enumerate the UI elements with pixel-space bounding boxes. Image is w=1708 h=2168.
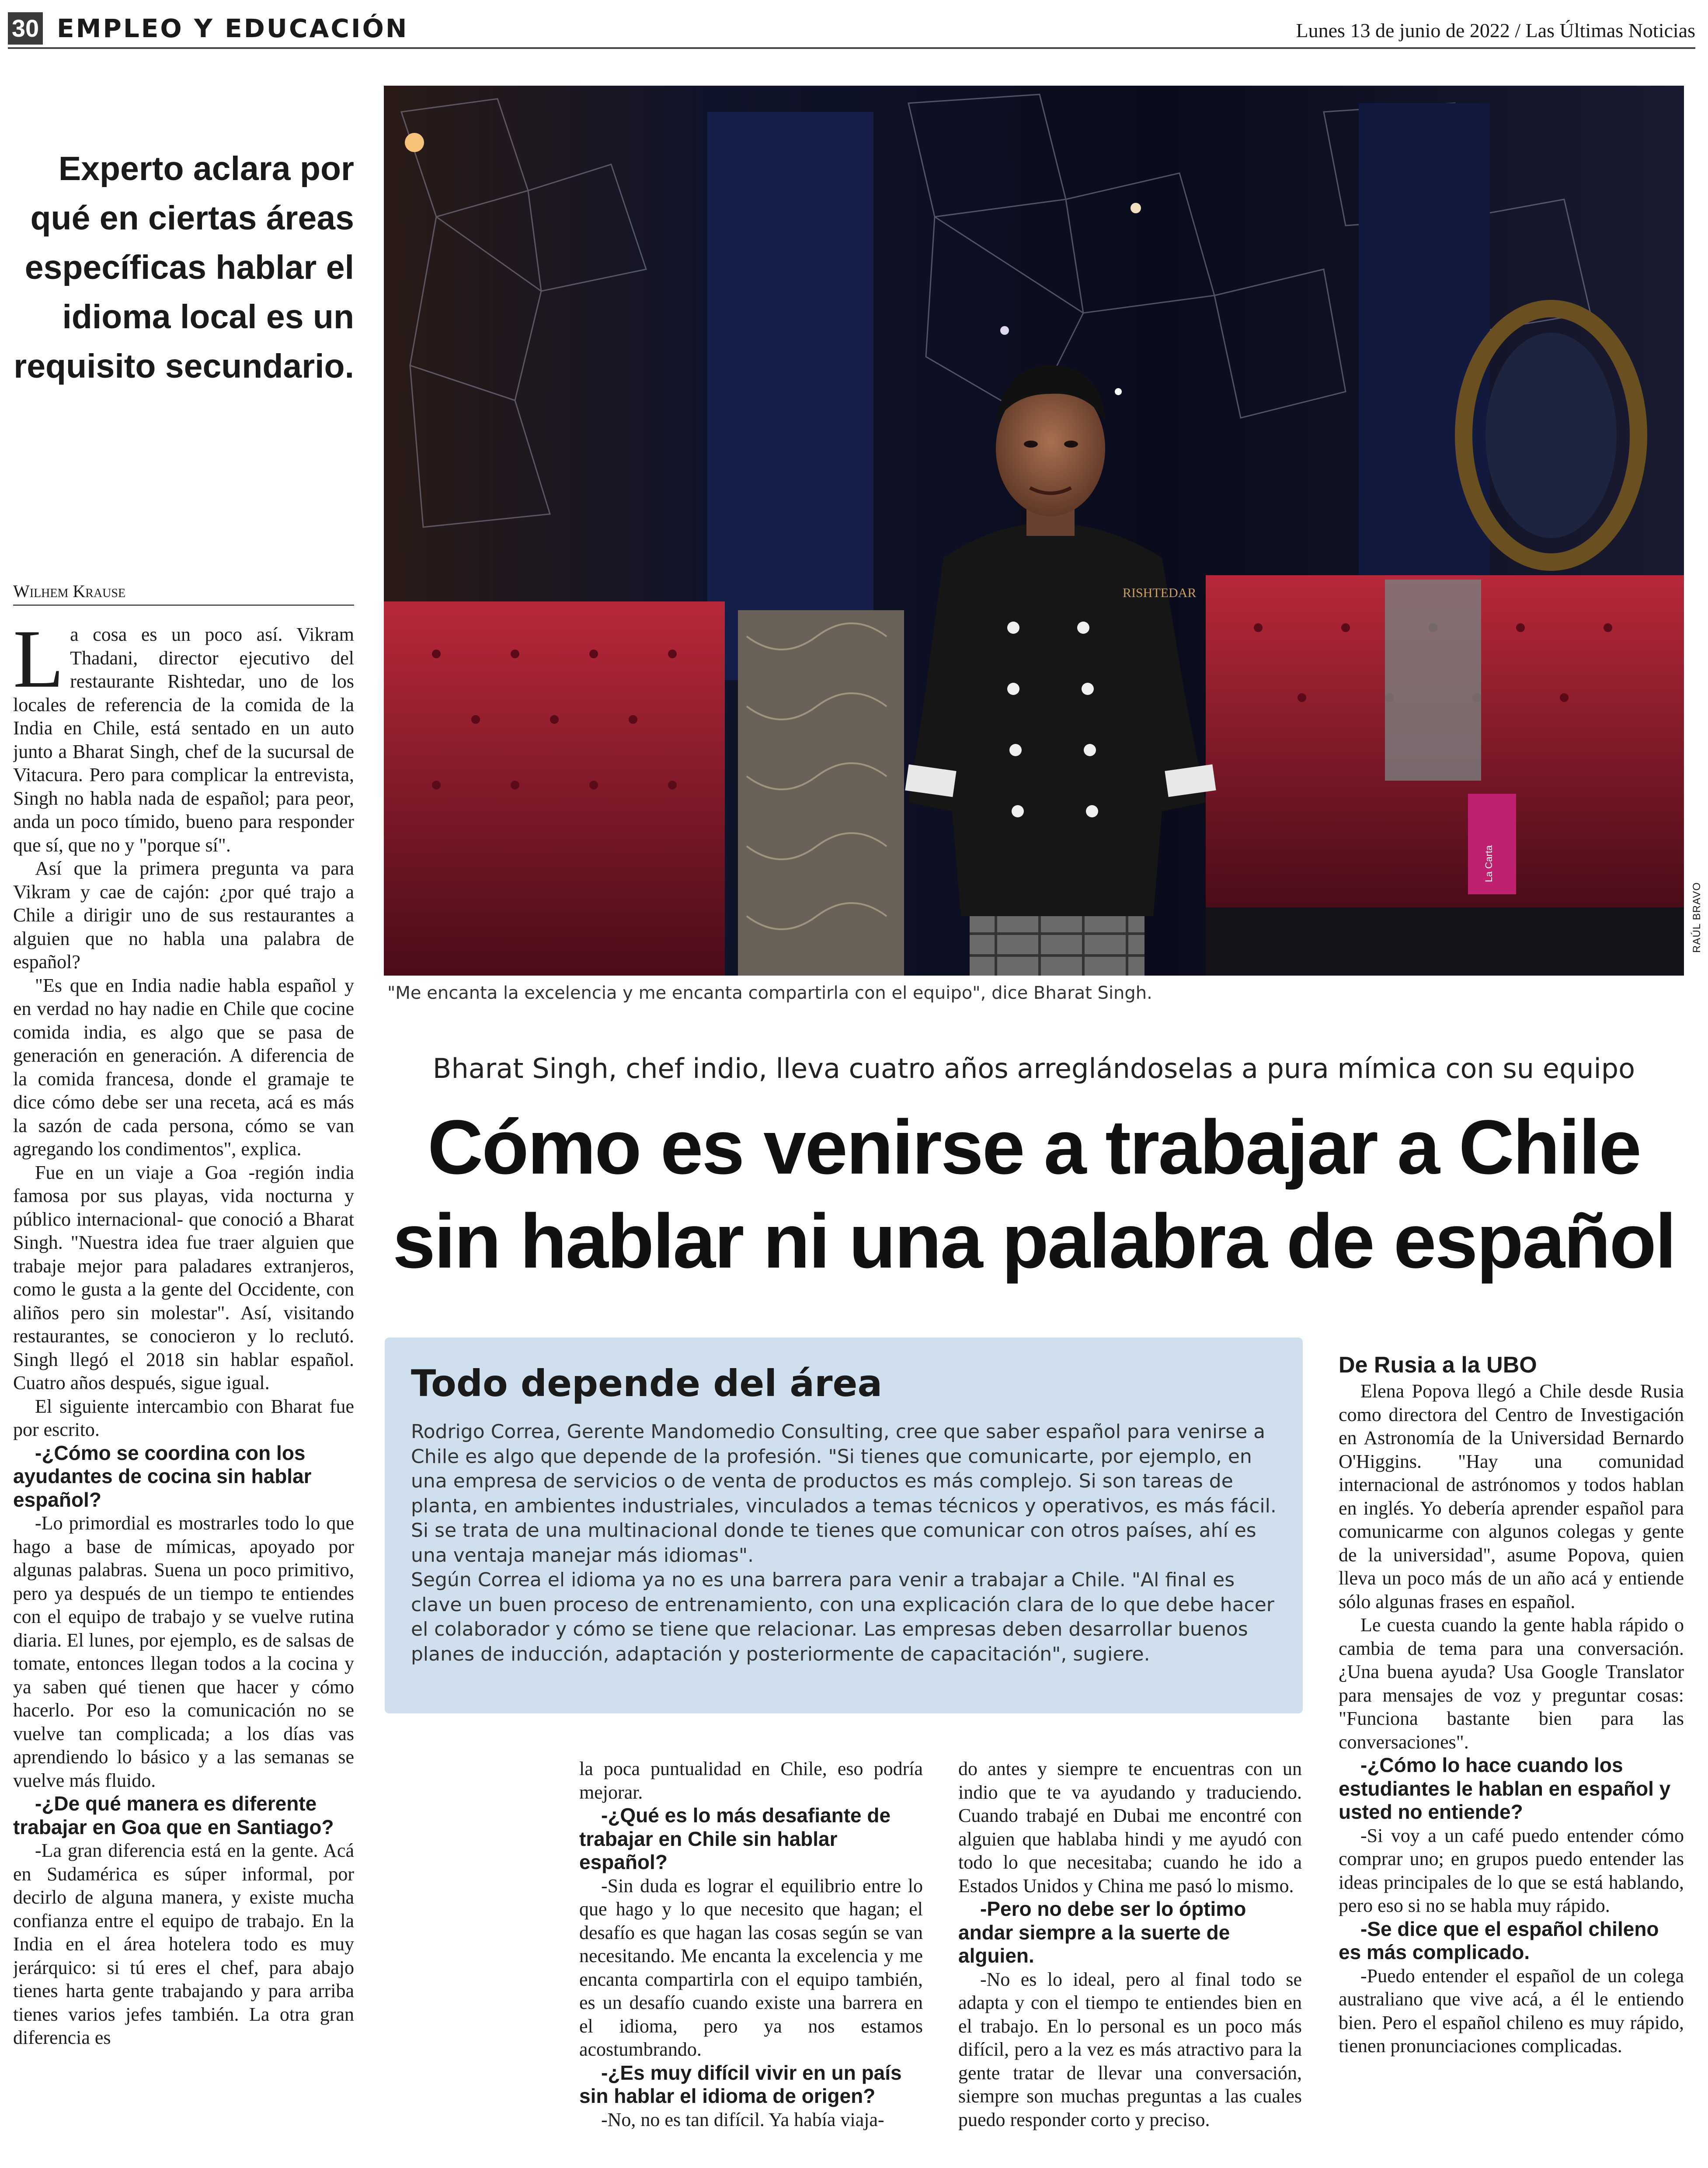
drop-cap: L <box>13 623 64 705</box>
section-title: EMPLEO Y EDUCACIÓN <box>57 14 409 43</box>
col4-paragraph-1: Elena Popova llegó a Chile desde Rusia como directora del Centro de Investigación en Astronomía de la Universidad Bernardo O'Higgins. "Hay una comunidad internacional de astrónomos y todos hablan en inglés. Yo debería aprender español para comunicarme con algunos colegas y gente de la universidad", asume Popova, quien lleva un poco más de un año acá y entiende sólo algunas frases en español. <box>1339 1380 1684 1612</box>
photo-credit: RAÚL BRAVO <box>1691 882 1703 953</box>
menu-stand-text: La Carta <box>1483 845 1494 882</box>
column-4 <box>1339 1351 1684 2164</box>
col1-paragraph-5: El siguiente intercambio con Bharat fue por escrito. <box>13 1395 354 1440</box>
header-rule <box>8 47 1695 49</box>
page-header <box>8 10 1695 48</box>
sidebar-paragraph-1: Rodrigo Correa, Gerente Mandomedio Consulting, cree que saber español para venirse a Chile es algo que depende de la profesión. "Si tienes que comunicarte, por ejemplo, en una empresa de servicios o de venta de productos es más complejo. Si son tareas de planta, en ambientes industriales, vinculados a temas técnicos y operativos, es más fácil. Si se trata de una multinacional donde te tienes que comunicar con otros países, ahí es una ventaja manejar más idiomas". <box>411 1421 1277 1567</box>
col1-paragraph-1: La cosa es un poco así. Vikram Thadani, director ejecutivo del restaurante Rishtedar, uno de los locales de referencia de la comida de la India en Chile, está sentado en un auto junto a Bharat Singh, chef de la sucursal de Vitacura. Pero para complicar la entrevista, Singh no habla nada de español; para peor, anda un poco tímido, bueno para responder que sí, que no y "porque sí". <box>13 623 354 856</box>
col4-question-1: -¿Cómo lo hace cuando los estudiantes le hablan en español y usted no entiende? <box>1339 1754 1671 1823</box>
col1-paragraph-4: Fue en un viaje a Goa -región india famosa por sus playas, vida nocturna y público internacional- que conoció a Bharat Singh. "Nuestra idea fue traer alguien que trabaje mejor para paladares extranjeros, como le gusta a la gente del Occidente, con aliños pero sin molestar". Así, visitando restaurantes, se conocieron y lo reclutó. Singh llegó el 2018 sin hablar español. Cuatro años después, sigue igual. <box>13 1161 354 1393</box>
column-3 <box>958 1757 1302 2161</box>
col1-question-2: -¿De qué manera es diferente trabajar en Goa que en Santiago? <box>13 1792 334 1838</box>
col2-paragraph-2: -Sin duda es lograr el equilibrio entre lo que hago y lo que necesito que hagan; el desafío es que hagan las cosas según se van necesitando. Me encanta la excelencia y me encanta compartirla con el equipo también, es un desafío cuando existe una barrera en el idioma, pero ya nos estamos acostumbrando. <box>579 1875 923 2060</box>
col3-question-1: -Pero no debe ser lo óptimo andar siempre a la suerte de alguien. <box>958 1897 1246 1967</box>
col4-paragraph-3: -Si voy a un café puedo entender cómo comprar uno; en grupos puedo entender las ideas principales de lo que se está hablando, pero eso si no se habla muy rápido. <box>1339 1824 1684 1916</box>
col3-paragraph-2: -No es lo ideal, pero al final todo se adapta y con el tiempo te entiendes bien en el trabajo. En lo personal es un poco más difícil, pero a la vez es más atractivo para la gente tratar de llevar una conversación, siempre son muchas preguntas a las cuales puedo responder corto y preciso. <box>958 1968 1302 2130</box>
col2-paragraph-3: -No, no es tan difícil. Ya había viaja- <box>601 2109 884 2130</box>
col3-paragraph-1: do antes y siempre te encuentras con un indio que te va ayudando y traduciendo. Cuando trabajé en Dubai me encontré con alguien que hablaba hindi y me ayudó con todo lo que necesitaba; cuando he ido a Estados Unidos y China me pasó lo mismo. <box>958 1758 1302 1897</box>
col2-question-2: -¿Es muy difícil vivir en un país sin hablar el idioma de origen? <box>579 2061 902 2107</box>
col2-paragraph-1: la poca puntualidad en Chile, eso podría mejorar. <box>579 1758 923 1803</box>
date-and-paper: Lunes 13 de junio de 2022 / Las Últimas Noticias <box>1296 19 1695 42</box>
photo-caption: "Me encanta la excelencia y me encanta compartirla con el equipo", dice Bharat Singh. <box>387 983 1152 1003</box>
byline: Wilhem Krause <box>13 579 354 606</box>
col1-question-1: -¿Cómo se coordina con los ayudantes de cocina sin hablar español? <box>13 1441 312 1511</box>
sidebar-paragraph-2: Según Correa el idioma ya no es una barrera para venir a trabajar a Chile. "Al final es clave un buen proceso de entrenamiento, con una explicación clara de lo que debe hacer el colaborador y cómo se tiene que relacionar. Las empresas deben desarrollar buenos planes de inducción, adaptación y posteriormente de capacitación", sugiere. <box>411 1569 1274 1665</box>
headline-line-1: Cómo es venirse a trabajar a Chile <box>428 1105 1640 1190</box>
col4-paragraph-4: -Puedo entender el español de un colega australiano que vive acá, a él le entiendo bien. Pero el español chileno es muy rápido, tienen pronunciaciones complicadas. <box>1339 1965 1684 2057</box>
page-number: 30 <box>8 12 43 45</box>
col4-paragraph-2: Le cuesta cuando la gente habla rápido o cambia de tema para una conversación. ¿Una buena ayuda? Usa Google Translator para mensajes de voz y preguntar cosas: "Funciona bastante bien para las conversaciones". <box>1339 1614 1684 1753</box>
col1-paragraph-3: "Es que en India nadie habla español y en verdad no hay nadie en Chile que cocine comida india, es algo que se pasa de generación en generación. A diferencia de la comida francesa, donde el gramaje te dice cómo debe ser una receta, acá es más la sazón de cada persona, cómo se van agregando los condimentos", explica. <box>13 974 354 1160</box>
col4-question-2: -Se dice que el español chileno es más complicado. <box>1339 1917 1659 1963</box>
col1-paragraph-6: -Lo primordial es mostrarles todo lo que hago a base de mímicas, apoyado por algunas palabras. Suena un poco primitivo, pero ya después de un tiempo te entiendes con el equipo de trabajo y se vuelve rutina diaria. El lunes, por ejemplo, es de salsas de tomate, entonces llegan todos a la cocina y ya saben qué tienen que hacer y cómo hacerlo. Por eso la comunicación no se vuelve tan complicada; a los días vas aprendiendo lo básico y a las semanas se vuelve más fluido. <box>13 1512 354 1791</box>
chef-photo <box>384 86 1684 976</box>
column-1 <box>13 623 354 2161</box>
col1-paragraph-7: -La gran diferencia está en la gente. Acá en Sudamérica es súper informal, por decirlo de alguna manera, y existe mucha confianza entre el equipo de trabajo. En la India en el área hotelera todo es muy jerárquico: si tú eres el chef, para abajo tienes harta gente trabajando y para arriba tienes varios jefes también. La otra gran diferencia es <box>13 1840 354 2048</box>
article-kicker: Bharat Singh, chef indio, lleva cuatro años arreglándoselas a pura mímica con su equipo <box>432 1053 1635 1084</box>
sidebar-title: Todo depende del área <box>411 1362 883 1405</box>
sidebar-box <box>385 1338 1303 1713</box>
col2-question-1: -¿Qué es lo más desafiante de trabajar en Chile sin hablar español? <box>579 1804 891 1873</box>
col1-paragraph-2: Así que la primera pregunta va para Vikram y cae de cajón: ¿por qué trajo a Chile a dirigir uno de sus restaurantes a alguien que no habla una palabra de español? <box>13 858 354 973</box>
article-deck: Experto aclara por qué en ciertas áreas específicas hablar el idioma local es un requisito secundario. <box>14 150 354 385</box>
headline-line-2: sin hablar ni una palabra de español <box>393 1199 1675 1284</box>
shirt-logo: RISHTEDAR <box>1123 586 1197 600</box>
column-2 <box>579 1757 923 2161</box>
restaurant-interior-illustration <box>384 86 1684 976</box>
col4-subtitle: De Rusia a la UBO <box>1339 1352 1537 1378</box>
